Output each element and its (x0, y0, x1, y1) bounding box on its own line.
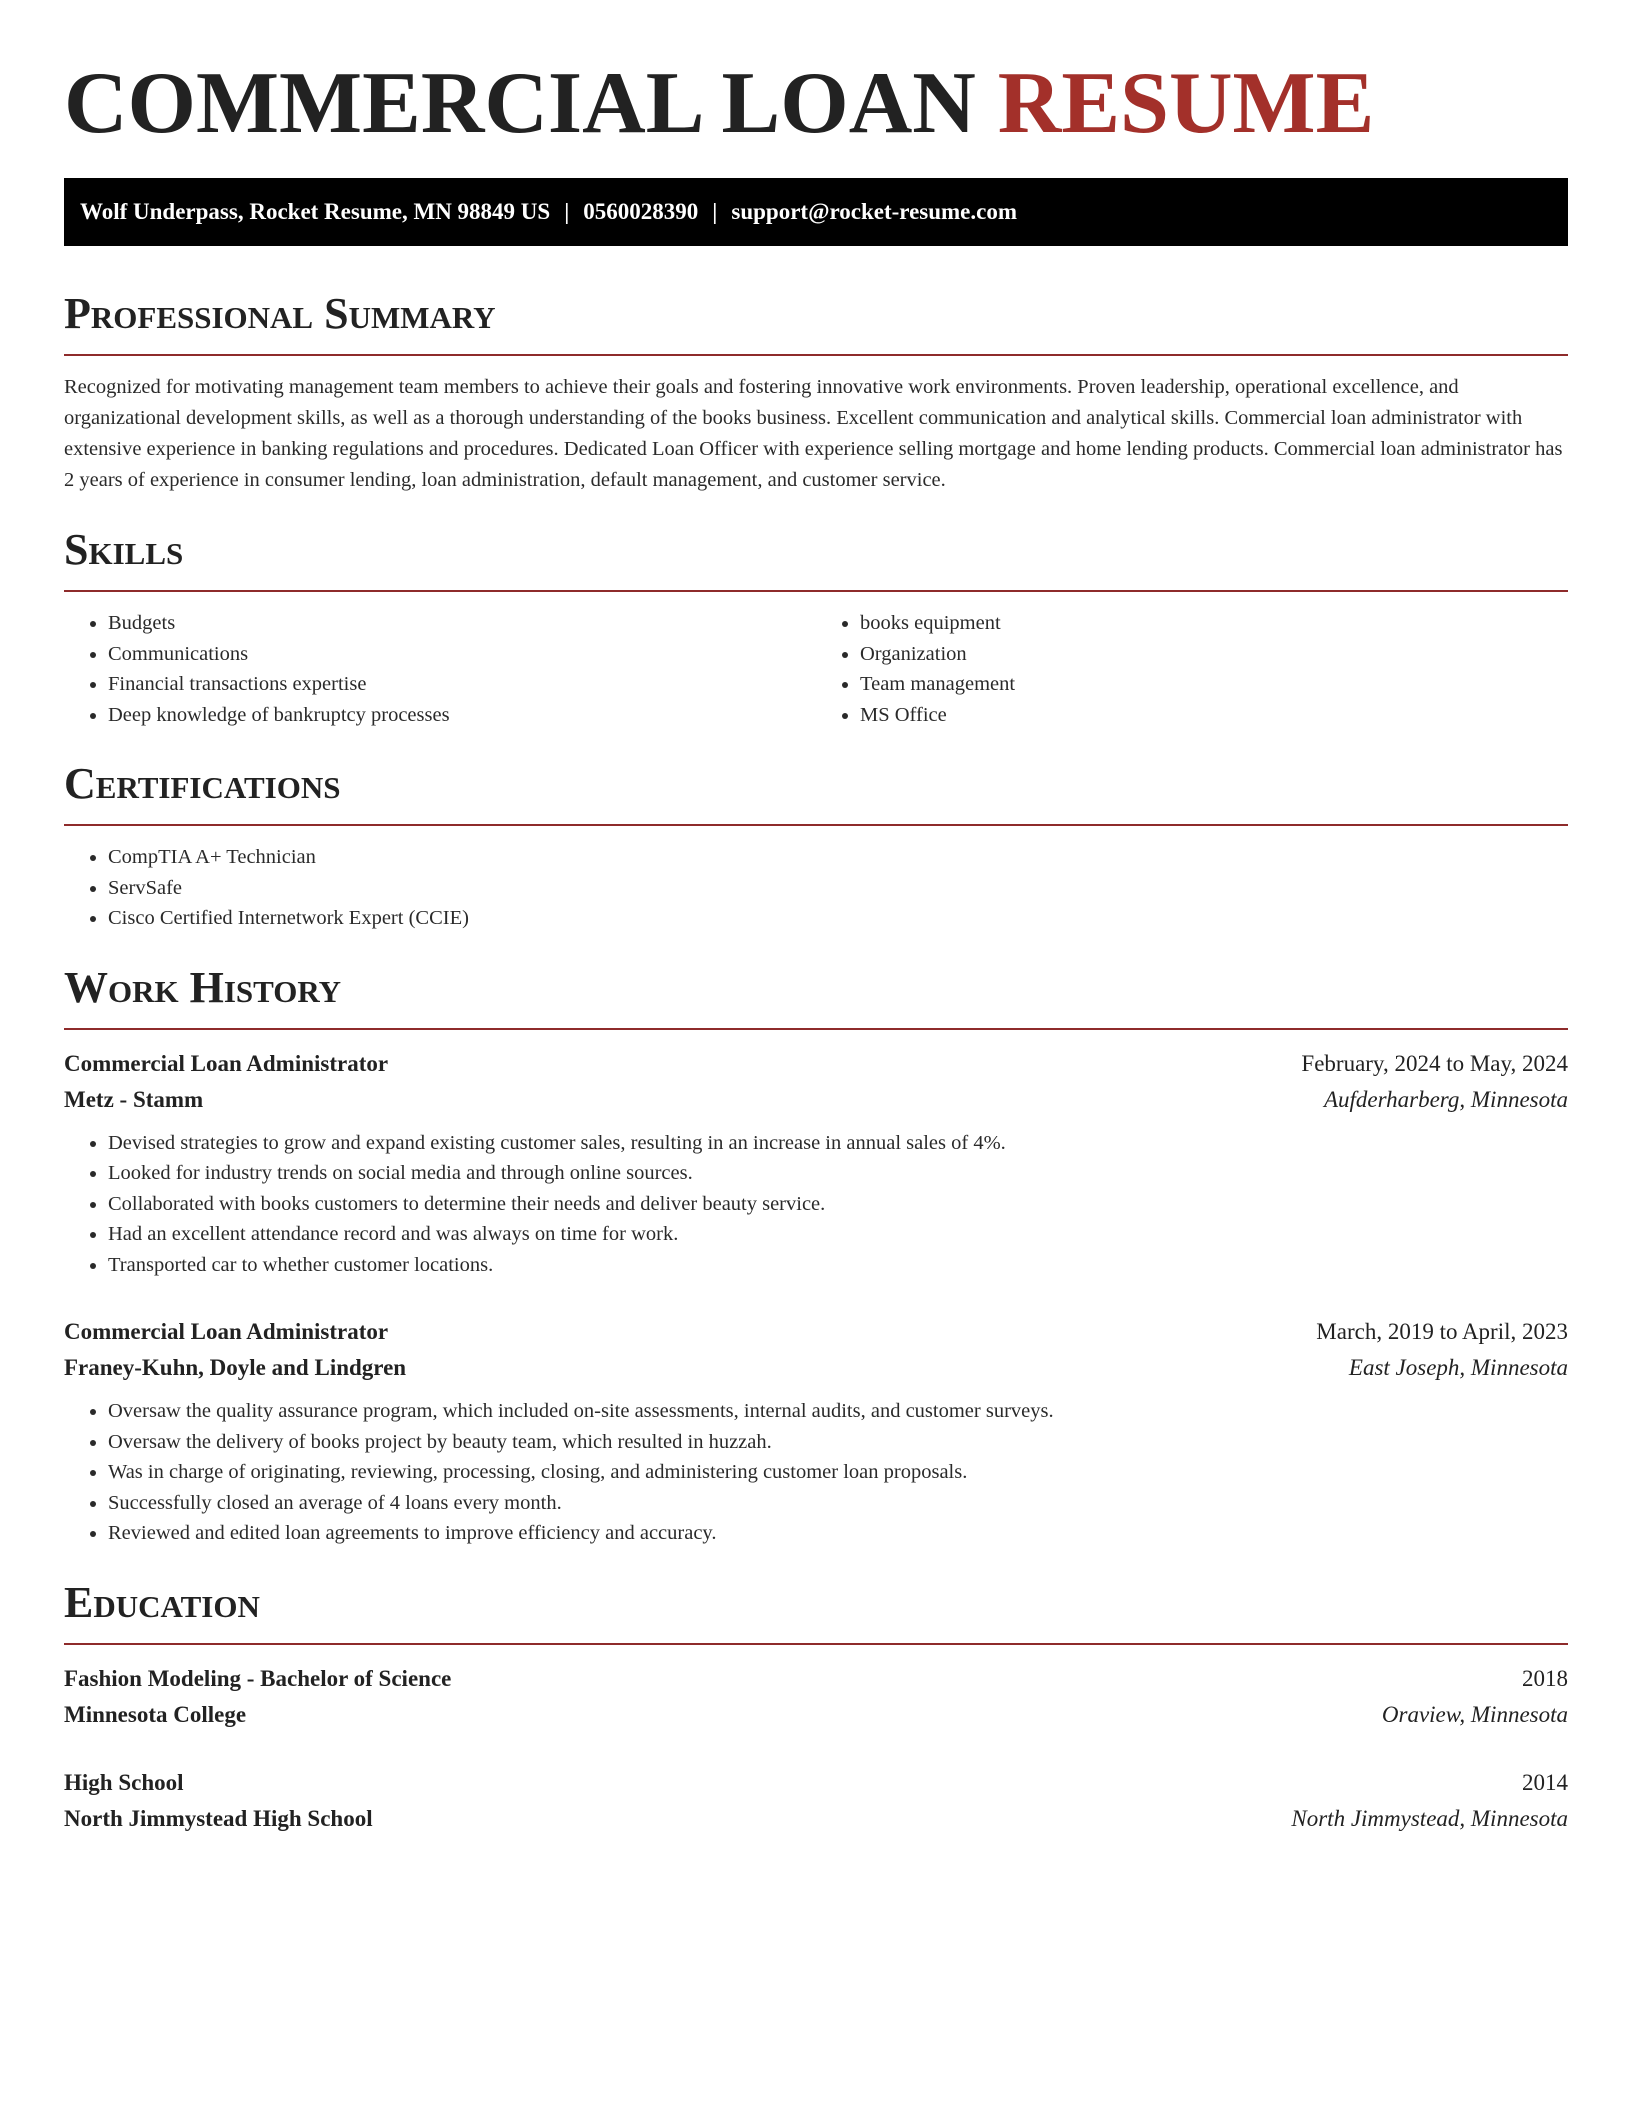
certification-item: • ServSafe (108, 873, 1568, 904)
job-title: Commercial Loan Administrator (64, 1319, 389, 1344)
summary-heading: Professional Summary (64, 289, 496, 338)
summary-section (64, 288, 1568, 496)
title-main: COMMERCIAL LOAN (64, 55, 998, 152)
certifications-section (64, 758, 1568, 934)
skills-heading: Skills (64, 525, 184, 574)
education-entry (64, 1661, 1568, 1733)
section-divider (64, 590, 1568, 592)
education-degree: Fashion Modeling - Bachelor of Science (64, 1665, 452, 1691)
education-degree: High School (64, 1769, 184, 1795)
job-bullet: • Devised strategies to grow and expand existing customer sales, resulting in an increase in annual sales of 4%. (108, 1128, 1568, 1159)
work-history-section (64, 962, 1568, 1549)
skill-item: • Organization (860, 639, 1568, 670)
contact-phone: 0560028390 (583, 199, 699, 224)
job-entry (64, 1046, 1568, 1281)
job-bullet: • Had an excellent attendance record and was always on time for work. (108, 1219, 1568, 1250)
job-company: Metz - Stamm (64, 1086, 204, 1112)
certification-item: • Cisco Certified Internetwork Expert (CCIE) (108, 903, 1568, 934)
job-bullet: • Oversaw the delivery of books project by beauty team, which resulted in huzzah. (108, 1427, 1568, 1458)
education-school: North Jimmystead High School (64, 1805, 373, 1831)
education-section (64, 1577, 1568, 1837)
work-history-heading: Work History (64, 962, 342, 1012)
skill-item: • Team management (860, 669, 1568, 700)
job-entry (64, 1314, 1568, 1549)
certifications-heading: Certifications (64, 759, 341, 808)
job-bullet: • Oversaw the quality assurance program, which included on-site assessments, internal audits, and customer surveys. (108, 1396, 1568, 1427)
section-divider (64, 1028, 1568, 1030)
skills-grid (64, 608, 1568, 730)
job-bullet: • Transported car to whether customer locations. (108, 1250, 1568, 1281)
skill-item: • Financial transactions expertise (108, 669, 816, 700)
skill-item: • MS Office (860, 700, 1568, 731)
section-divider (64, 824, 1568, 826)
job-bullet: • Reviewed and edited loan agreements to improve efficiency and accuracy. (108, 1518, 1568, 1549)
education-location: North Jimmystead, Minnesota (1291, 1805, 1568, 1831)
contact-address: Wolf Underpass, Rocket Resume, MN 98849 US (80, 199, 551, 224)
contact-separator: | (564, 199, 570, 224)
skills-section (64, 524, 1568, 730)
skill-item: • Deep knowledge of bankruptcy processes (108, 700, 816, 731)
education-year: 2018 (1522, 1665, 1568, 1691)
education-year: 2014 (1522, 1769, 1568, 1795)
job-location: East Joseph, Minnesota (1348, 1355, 1568, 1380)
job-title: Commercial Loan Administrator (64, 1050, 389, 1076)
job-bullet: • Successfully closed an average of 4 loans every month. (108, 1488, 1568, 1519)
title-accent: RESUME (997, 55, 1375, 152)
section-divider (64, 354, 1568, 356)
contact-bar (64, 178, 1568, 246)
contact-email: support@rocket-resume.com (731, 199, 1018, 224)
job-dates: March, 2019 to April, 2023 (1316, 1319, 1568, 1344)
skills-column-right (816, 608, 1568, 730)
job-bullet: • Was in charge of originating, reviewing, processing, closing, and administering customer loan proposals. (108, 1457, 1568, 1488)
certification-item: • CompTIA A+ Technician (108, 842, 1568, 873)
section-divider (64, 1643, 1568, 1645)
skills-column-left (64, 608, 816, 730)
skill-item: • Budgets (108, 608, 816, 639)
contact-separator: | (712, 199, 718, 224)
job-bullet: • Looked for industry trends on social media and through online sources. (108, 1158, 1568, 1189)
resume-title (64, 55, 1568, 152)
job-company: Franey-Kuhn, Doyle and Lindgren (64, 1355, 407, 1380)
job-location: Aufderharberg, Minnesota (1323, 1086, 1568, 1112)
education-heading: Education (64, 1577, 260, 1627)
summary-text: Recognized for motivating management team members to achieve their goals and fostering innovative work environments. Proven leadership, operational excellence, and organizational development skills, as well as a thorough understanding of the books business. Excellent communication and analytical skills. Commercial loan administrator with extensive experience in banking regulations and procedures. Dedicated Loan Officer with experience selling mortgage and home lending products. Commercial loan administrator has 2 years of experience in consumer lending, loan administration, default management, and customer service. (64, 376, 1563, 491)
job-bullet: • Collaborated with books customers to determine their needs and deliver beauty service. (108, 1189, 1568, 1220)
education-entry (64, 1765, 1568, 1837)
skill-item: • Communications (108, 639, 816, 670)
job-dates: February, 2024 to May, 2024 (1301, 1050, 1568, 1076)
skill-item: • books equipment (860, 608, 1568, 639)
education-school: Minnesota College (64, 1701, 247, 1727)
education-location: Oraview, Minnesota (1381, 1701, 1568, 1727)
